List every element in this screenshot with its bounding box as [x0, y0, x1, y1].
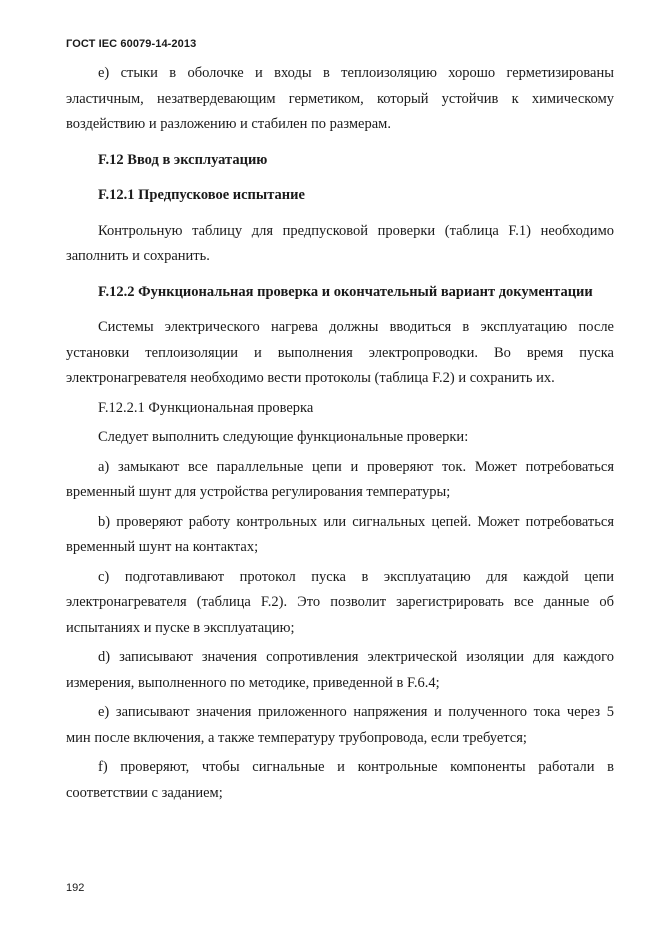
list-item-d: d) записывают значения сопротивления электрической изоляции для каждого измерения, выполненного по методике, приведенной в F.6.4;	[66, 649, 614, 691]
paragraph-intro: Следует выполнить следующие функциональные проверки:	[98, 429, 469, 445]
page-content	[66, 61, 614, 806]
list-item-b: b) проверяют работу контрольных или сигнальных цепей. Может потребоваться временный шунт на контактах;	[66, 513, 614, 555]
paragraph-item-e-seals: е) стыки в оболочке и входы в теплоизоляцию хорошо герметизированы эластичным, незатвердевающим герметиком, который устойчив к химическому воздействию и разложению и стабилен по размерам.	[66, 65, 614, 132]
list-item-c: с) подготавливают протокол пуска в эксплуатацию для каждой цепи электронагревателя (таблица F.2). Это позволит зарегистрировать все данные об испытаниях и пуске в эксплуатацию;	[66, 568, 614, 636]
list-item-e: е) записывают значения приложенного напряжения и полученного тока через 5 мин после включения, а также температуру трубопровода, если требуется;	[66, 704, 614, 746]
section-heading-f12: F.12 Ввод в эксплуатацию	[98, 151, 268, 168]
section-heading-f121: F.12.1 Предпусковое испытание	[98, 187, 305, 203]
section-heading-f122	[66, 280, 614, 306]
page-number: 192	[66, 882, 85, 894]
section-heading-f122-text: F.12.2 Функциональная проверка и окончательный вариант документации	[98, 283, 593, 300]
list-item-a: а) замыкают все параллельные цепи и проверяют ток. Может потребоваться временный шунт для устройства регулирования температуры;	[66, 458, 614, 500]
subheading-f1221: F.12.2.1 Функциональная проверка	[98, 399, 314, 416]
paragraph-control-table: Контрольную таблицу для предпусковой проверки (таблица F.1) необходимо заполнить и сохранить.	[66, 222, 614, 264]
list-item-f: f) проверяют, чтобы сигнальные и контрольные компоненты работали в соответствии с заданием;	[66, 759, 614, 801]
paragraph-systems: Системы электрического нагрева должны вводиться в эксплуатацию после установки теплоизоляции и выполнения электропроводки. Во время пуска электронагревателя необходимо вести протоколы (таблица F.2) и сохранить их.	[66, 319, 614, 386]
document-header: ГОСТ IEC 60079-14-2013	[66, 38, 197, 50]
